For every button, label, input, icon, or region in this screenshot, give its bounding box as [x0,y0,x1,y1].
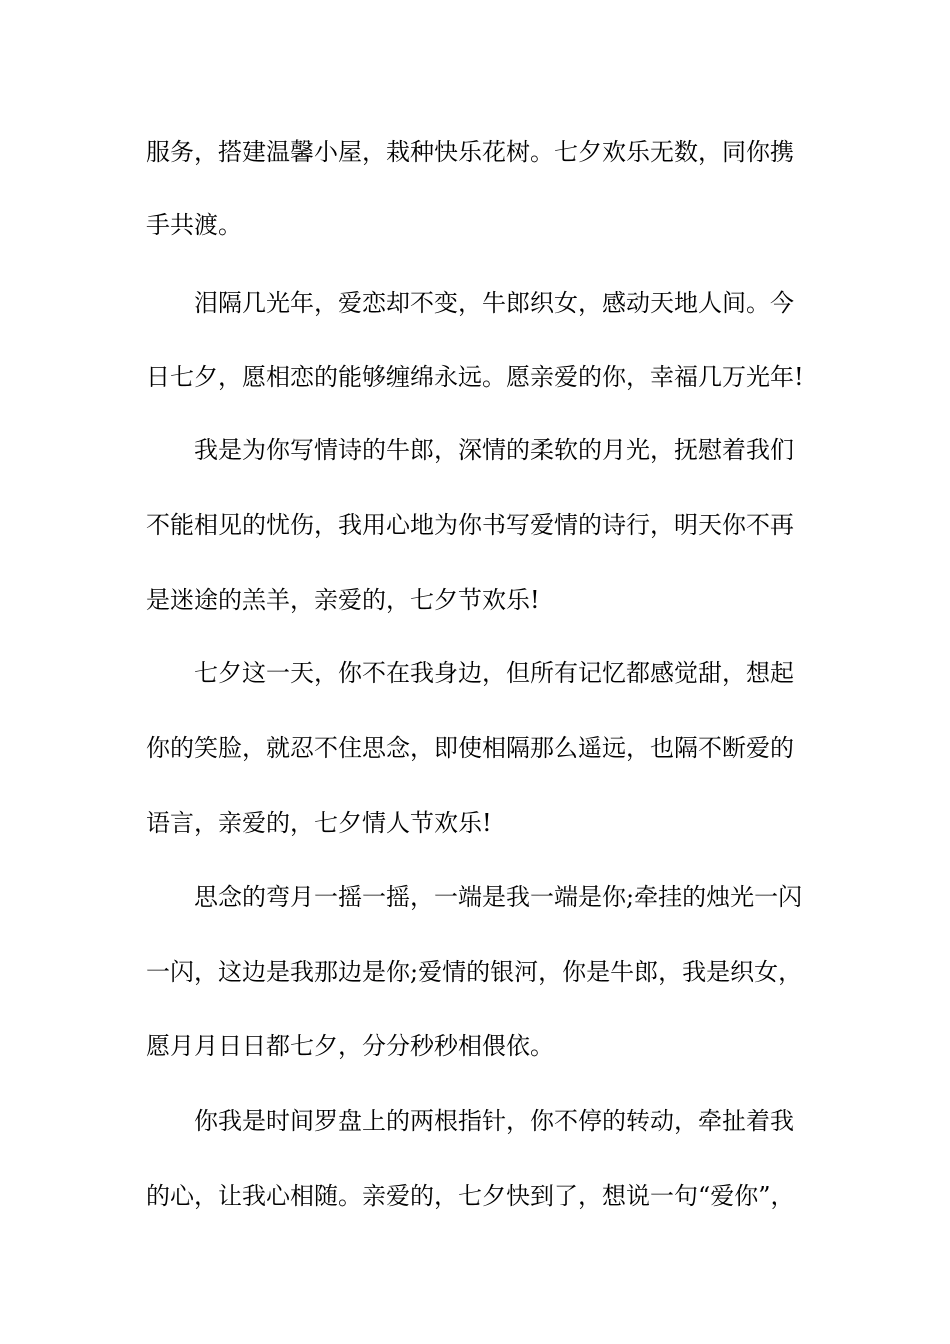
text-line: 思念的弯月一摇一摇，一端是我一端是你;牵挂的烛光一闪 [194,883,803,911]
text-line: 我是为你写情诗的牛郎，深情的柔软的月光，抚慰着我们 [194,436,794,464]
text-line: 语言，亲爱的，七夕情人节欢乐! [146,809,492,837]
text-line: 手共渡。 [146,211,242,239]
text-line: 的心，让我心相随。亲爱的，七夕快到了，想说一句“爱你”， [146,1182,795,1210]
text-line: 愿月月日日都七夕，分分秒秒相偎依。 [146,1032,554,1060]
text-line: 是迷途的羔羊，亲爱的，七夕节欢乐! [146,586,540,614]
text-line: 七夕这一天，你不在我身边，但所有记忆都感觉甜，想起 [194,659,794,687]
text-line: 服务，搭建温馨小屋，栽种快乐花树。七夕欢乐无数，同你携 [146,138,794,166]
text-line: 你我是时间罗盘上的两根指针，你不停的转动，牵扯着我 [194,1107,794,1135]
text-line: 你的笑脸，就忍不住思念，即使相隔那么遥远，也隔不断爱的 [146,734,794,762]
text-line: 一闪，这边是我那边是你;爱情的银河，你是牛郎，我是织女， [146,958,803,986]
text-line: 日七夕，愿相恋的能够缠绵永远。愿亲爱的你，幸福几万光年! [146,363,804,391]
text-line: 不能相见的忧伤，我用心地为你书写爱情的诗行，明天你不再 [146,511,794,539]
text-line: 泪隔几光年，爱恋却不变，牛郎织女，感动天地人间。今 [194,289,794,317]
